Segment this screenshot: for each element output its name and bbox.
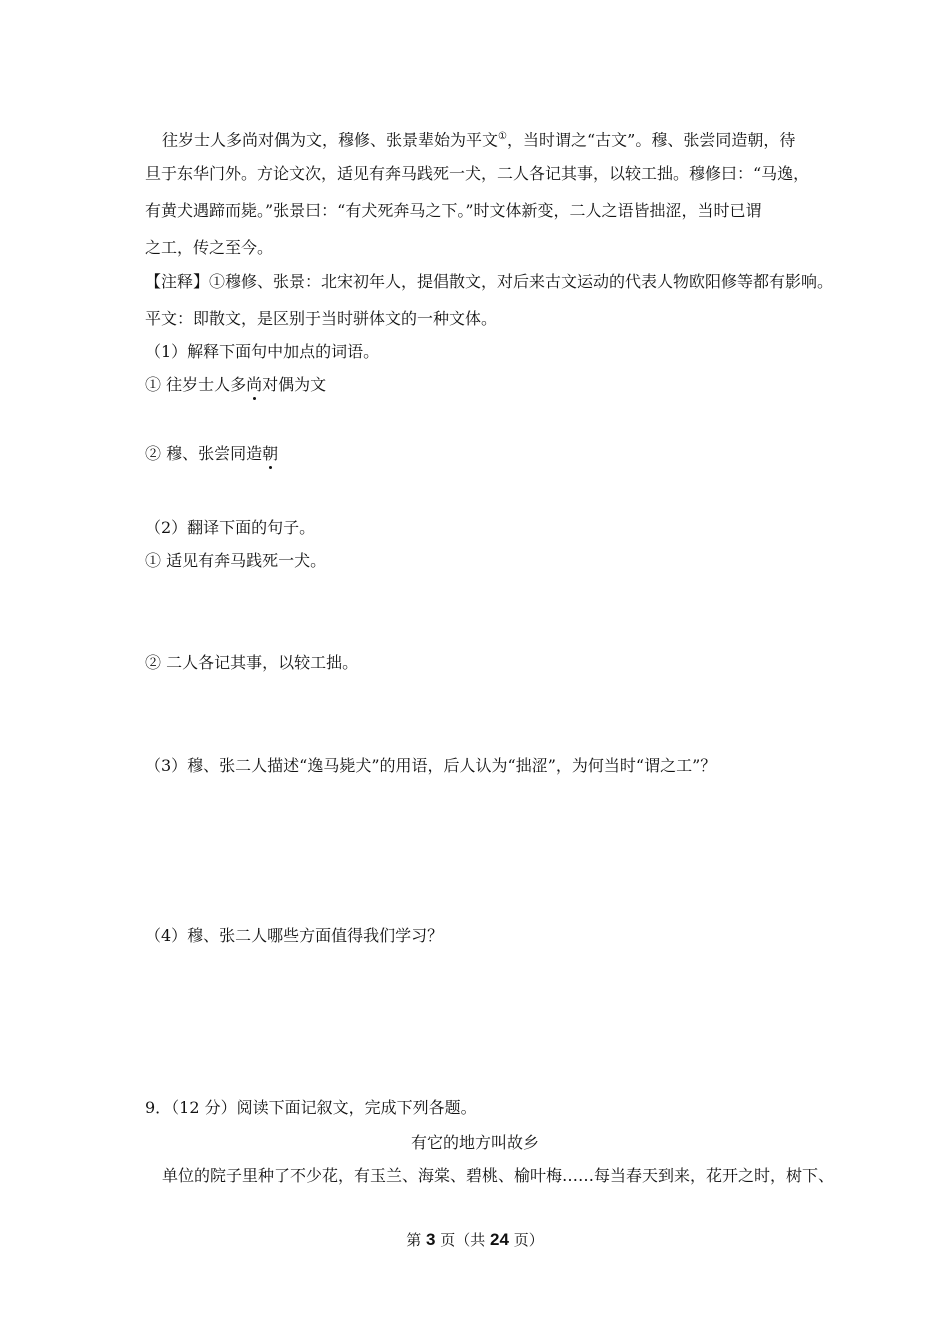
- article-line-1: 单位的院子里种了不少花，有玉兰、海棠、碧桃、榆叶梅……每当春天到来，花开之时，树下、: [162, 1166, 835, 1185]
- passage-text: 往岁士人多尚对偶为文，穆修、张景辈始为平文: [162, 130, 499, 150]
- item-text: ② 穆、张尝同造: [145, 444, 263, 463]
- question-1-item-2: [145, 444, 278, 464]
- section-9-heading: 9．（12 分）阅读下面记叙文，完成下列各题。: [145, 1098, 477, 1117]
- dotted-word: 朝: [262, 444, 279, 463]
- note-label: 【注释】: [145, 272, 210, 291]
- dotted-word: 尚: [246, 375, 263, 394]
- question-4: （4）穆、张二人哪些方面值得我们学习？: [145, 926, 444, 945]
- passage-line-2: 旦于东华门外。方论文次，适见有奔马践死一犬，二人各记其事，以较工拙。穆修曰：“马逸，: [145, 164, 810, 183]
- question-1: （1）解释下面句中加点的词语。: [145, 342, 380, 361]
- note-line-1: [145, 272, 833, 292]
- question-3: （3）穆、张二人描述“逸马毙犬”的用语，后人认为“拙涩”，为何当时“谓之工”？: [145, 756, 717, 775]
- question-2-item-2: ② 二人各记其事，以较工拙。: [145, 653, 359, 672]
- footer-text: 页（共: [435, 1231, 491, 1249]
- question-2: （2）翻译下面的句子。: [145, 518, 316, 537]
- item-text: ① 往岁士人多: [145, 375, 247, 394]
- footnote-marker: ①: [498, 131, 507, 142]
- article-title: 有它的地方叫故乡: [410, 1133, 539, 1152]
- page-number: 3: [426, 1230, 436, 1249]
- passage-line-4: 之工，传之至今。: [145, 238, 274, 257]
- note-text: ①穆修、张景：北宋初年人，提倡散文，对后来古文运动的代表人物欧阳修等都有影响。: [209, 272, 834, 291]
- question-2-item-1: ① 适见有奔马践死一犬。: [145, 551, 327, 570]
- question-1-item-1: [145, 375, 326, 395]
- passage-text: ，当时谓之“古文”。穆、张尝同造朝，待: [506, 130, 796, 150]
- passage-line-3: 有黄犬遇蹄而毙。”张景曰：“有犬死奔马之下。”时文体新变，二人之语皆拙涩，当时已谓: [145, 201, 762, 220]
- passage-line-1: [162, 127, 795, 150]
- footer-text: 第: [406, 1231, 427, 1249]
- page-footer: [0, 1229, 950, 1250]
- note-line-2: 平文：即散文，是区别于当时骈体文的一种文体。: [145, 309, 498, 328]
- item-text: 对偶为文: [262, 375, 327, 394]
- page-total: 24: [490, 1230, 509, 1249]
- footer-text: 页）: [508, 1231, 544, 1249]
